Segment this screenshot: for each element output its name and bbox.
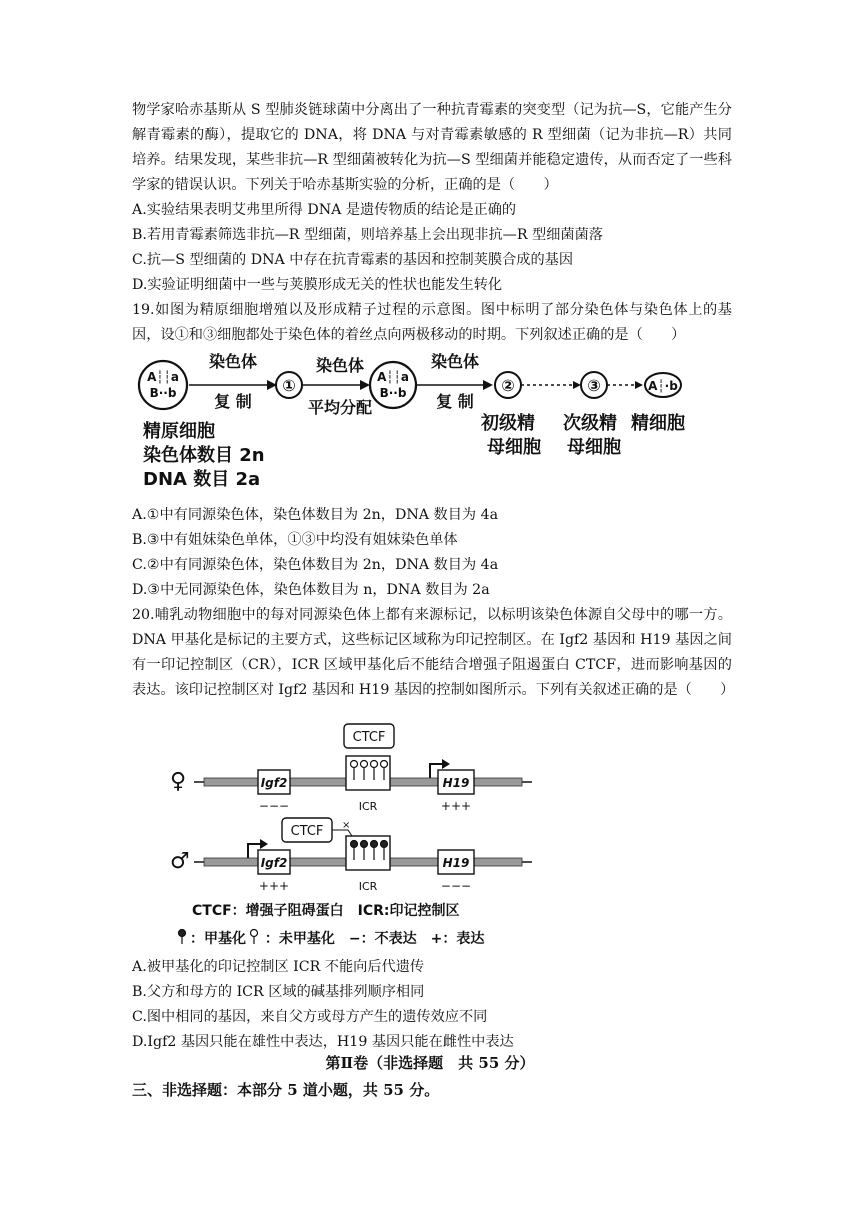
q18-option-a: A.实验结果表明艾弗里所得 DNA 是遗传物质的结论是正确的	[132, 202, 517, 218]
female-igf2: Igf2	[260, 776, 288, 790]
svg-text:−−−: −−−	[440, 879, 472, 893]
cell1-gene-top: A┆┆a	[147, 370, 179, 384]
svg-text:+++: +++	[440, 799, 472, 813]
svg-text:A┆┆a: A┆┆a	[377, 370, 409, 384]
section2-title: 第Ⅱ卷（非选择题 共 55 分）	[325, 1054, 535, 1072]
svg-text:B··b: B··b	[379, 386, 407, 400]
imprinting-diagram	[170, 718, 540, 950]
spermatogonium-cell	[139, 361, 187, 409]
q19-option-b: B.③中有姐妹染色单体，①③中均没有姐妹染色单体	[132, 532, 458, 548]
q20-option-b: B.父方和母方的 ICR 区域的碱基排列顺序相同	[132, 984, 425, 1000]
cell-2-label: ②	[501, 376, 515, 395]
arrow2-top: 染色体	[315, 356, 365, 375]
q20-option-d: D.Igf2 基因只能在雄性中表达，H19 基因只能在雌性中表达	[132, 1034, 514, 1050]
q18-option-c: C.抗—S 型细菌的 DNA 中存在抗青霉素的基因和控制荚膜合成的基因	[132, 252, 574, 268]
label-primary-a: 初级精	[481, 413, 535, 434]
q18-option-d: D.实验证明细菌中一些与荚膜形成无关的性状也能发生转化	[132, 277, 503, 293]
q19-option-a: A.①中有同源染色体，染色体数目为 2n，DNA 数目为 4a	[132, 507, 499, 523]
arrow3-bottom: 复 制	[436, 392, 474, 411]
q20-stem: 20.哺乳动物细胞中的每对同源染色体上都有来源标记，以标明该染色体源自父母中的哪一方。DNA 甲基化是标记的主要方式，这些标记区域称为印记控制区。在 Igf2 基因和 H19 基因之间有一印记控制区（CR），ICR 区域甲基化后不能结合增强子阻遏蛋白 CTCF，进而影响基因的表达。该印记控制区对 Igf2 基因和 H19 基因的控制如图所示。下列有关叙述正确的是（ ）	[132, 607, 735, 698]
q19-stem: 19.如图为精原细胞增殖以及形成精子过程的示意图。图中标明了部分染色体与染色体上的基因，设①和③细胞都处于染色体的着丝点向两极移动的时期。下列叙述正确的是（ ）	[132, 302, 732, 343]
male-icr: ICR	[358, 880, 378, 893]
label-secondary-b: 母细胞	[567, 437, 621, 458]
male-symbol: ♂	[170, 849, 190, 874]
cell-1-label: ①	[282, 376, 296, 395]
q19-option-d: D.③中无同源染色体，染色体数目为 n，DNA 数目为 2a	[132, 582, 490, 598]
female-ctcf: CTCF	[352, 730, 386, 745]
q20-options	[132, 955, 732, 1055]
label-spermatogonium: 精原细胞	[143, 421, 215, 442]
male-ctcf: CTCF	[290, 824, 324, 839]
svg-text:ICR: ICR	[358, 800, 378, 813]
female-h19: H19	[442, 776, 470, 790]
arrow3-top: 染色体	[430, 352, 480, 371]
male-h19: H19	[442, 856, 470, 870]
q20-option-a: A.被甲基化的印记控制区 ICR 不能向后代遗传	[132, 959, 425, 975]
svg-text:×: ×	[342, 820, 351, 831]
label-sperm: 精细胞	[631, 413, 685, 434]
label-secondary-a: 次级精	[563, 413, 617, 434]
label-dna-number: DNA 数目 2a	[143, 469, 261, 490]
label-chrom-number: 染色体数目 2n	[143, 445, 265, 466]
legend-line1: CTCF：增强子阻碍蛋白 ICR:印记控制区	[192, 903, 460, 919]
section3-title: 三、非选择题：本部分 5 道小题，共 55 分。	[132, 1081, 440, 1099]
cell-3-label: ③	[587, 376, 601, 395]
q18-option-b: B.若用青霉素筛选非抗—R 型细菌，则培养基上会出现非抗—R 型细菌菌落	[132, 227, 603, 243]
q19-option-c: C.②中有同源染色体，染色体数目为 2n，DNA 数目为 4a	[132, 557, 499, 573]
legend-line2: ：甲基化 ：未甲基化 −：不表达 +：表达	[190, 931, 485, 947]
q20-option-c: C.图中相同的基因，来自父方或母方产生的遗传效应不同	[132, 1009, 488, 1025]
arrow1-top: 染色体	[208, 352, 258, 371]
q18-block	[132, 98, 732, 348]
svg-text:−−−: −−−	[258, 799, 290, 813]
arrow2-bottom: 平均分配	[307, 398, 373, 417]
cell1-gene-bottom: B··b	[149, 386, 177, 400]
sperm-genes: A┆·b	[648, 379, 678, 393]
label-primary-b: 母细胞	[487, 437, 541, 458]
arrow1-bottom: 复 制	[214, 392, 252, 411]
q18-stem: 物学家哈赤基斯从 S 型肺炎链球菌中分离出了一种抗青霉素的突变型（记为抗—S，它能产生分解青霉素的酶），提取它的 DNA，将 DNA 与对青霉素敏感的 R 型细菌（记为非抗—R）共同培养。结果发现，某些非抗—R 型细菌被转化为抗—S 型细菌并能稳定遗传，从而否定了一些科学家的错误认识。下列关于哈赤基斯实验的分析，正确的是（ ）	[132, 102, 732, 193]
female-symbol: ♀	[170, 769, 187, 794]
male-igf2: Igf2	[260, 856, 288, 870]
spermatogenesis-diagram	[135, 345, 705, 495]
svg-text:+++: +++	[258, 879, 290, 893]
q19-options	[132, 503, 735, 703]
